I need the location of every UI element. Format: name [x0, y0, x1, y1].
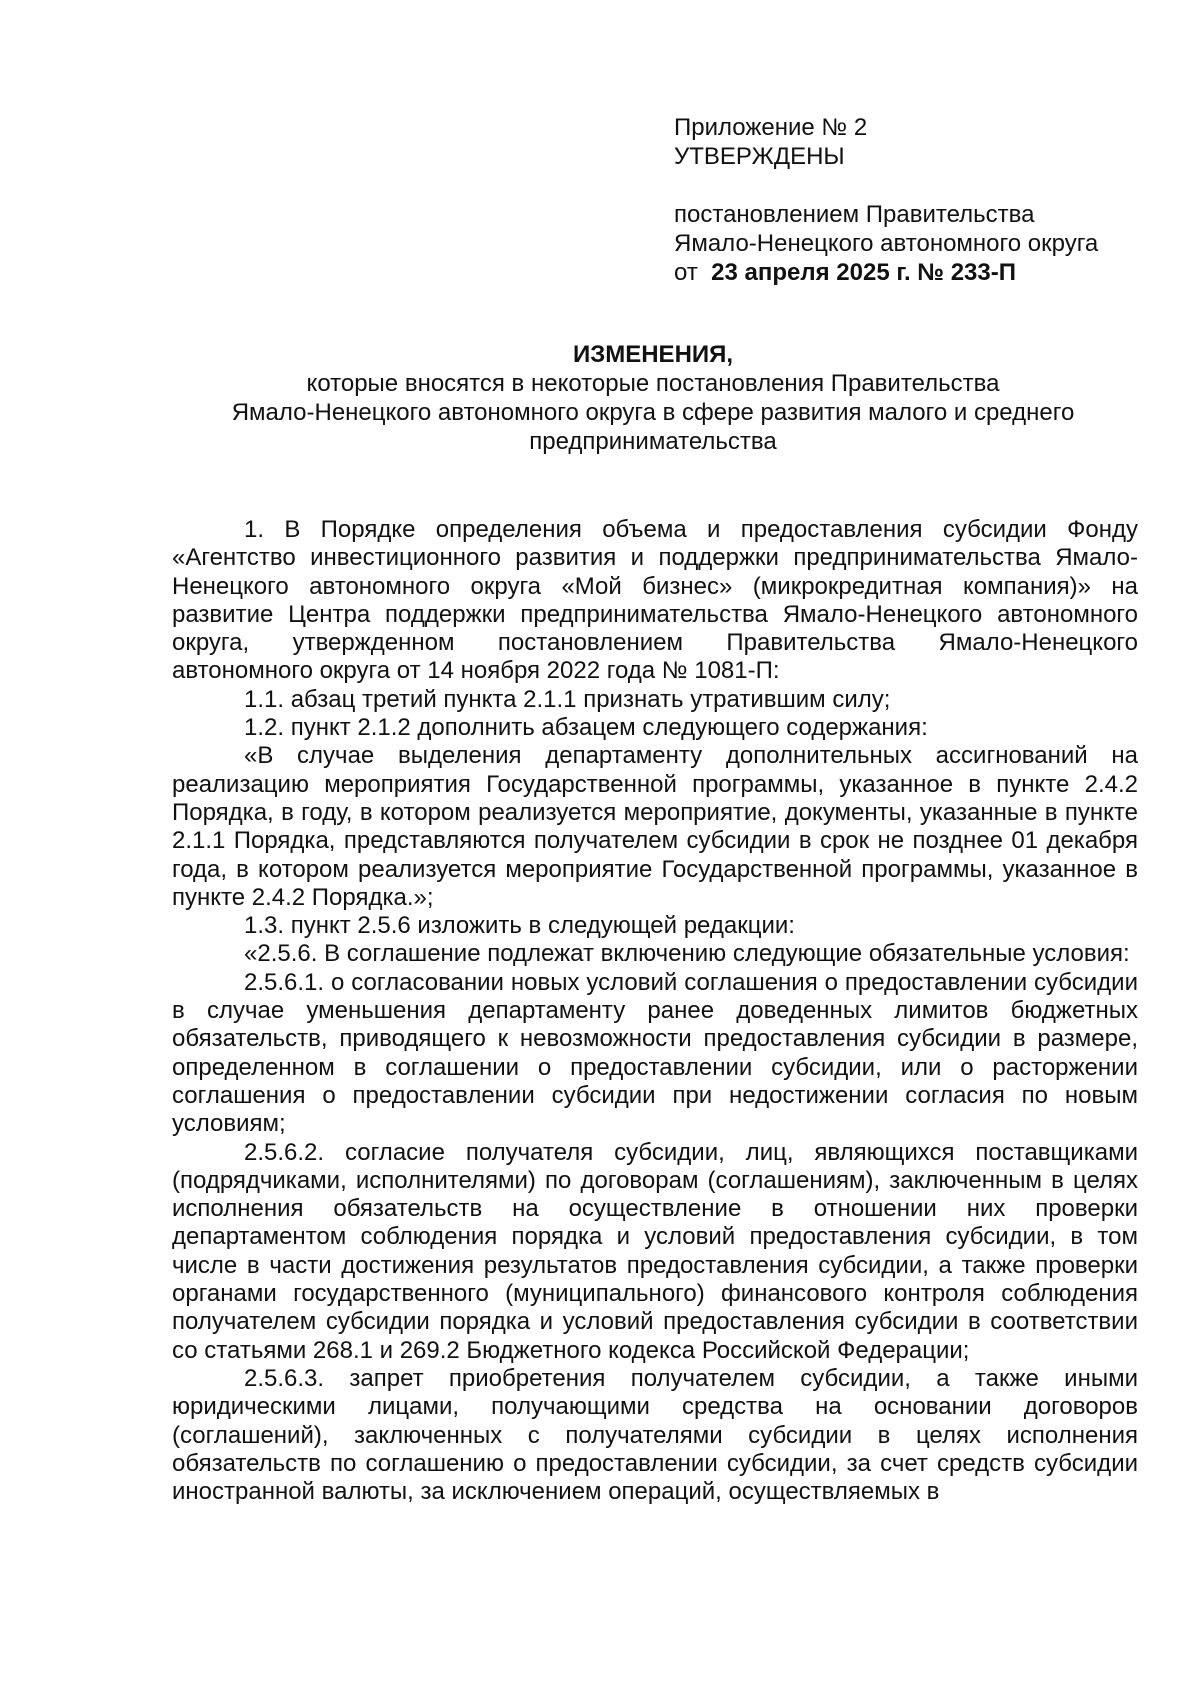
- resolution-date-number: 23 апреля 2025 г. № 233-П: [711, 259, 1016, 286]
- paragraph: 1.3. пункт 2.5.6 изложить в следующей редакции:: [244, 912, 795, 940]
- heading-subtitle-line: Ямало-Ненецкого автономного округа в сфере развития малого и среднего: [231, 399, 1075, 426]
- resolution-date-line: [674, 258, 1154, 287]
- heading-subtitle-line: предпринимательства: [529, 428, 777, 455]
- appendix-number: Приложение № 2: [674, 114, 868, 141]
- paragraph: 2.5.6.3. запрет приобретения получателем субсидии, а также иными юридическими лицами, получающими средства на основании договоров (соглашений), заключенных с получателями субсидии в целях исполнения обязательств по соглашению о предоставлении субсидии, за счет средств субсидии иностранной валюты, за исключением операций, осуществляемых в: [172, 1364, 1138, 1506]
- approved-label: УТВЕРЖДЕНЫ: [674, 143, 845, 170]
- document-heading: [170, 340, 1136, 456]
- paragraph: 2.5.6.1. о согласовании новых условий соглашения о предоставлении субсидии в случае уменьшения департаменту ранее доведенных лимитов бюджетных обязательств, приводящего к невозможности предоставления субсидии в размере, определенном в соглашении о предоставлении субсидии, или о расторжении соглашения о предоставлении субсидии при недостижении согласия по новым условиям;: [172, 968, 1138, 1138]
- heading-subtitle-line: которые вносятся в некоторые постановления Правительства: [306, 370, 1000, 397]
- paragraph: 1.2. пункт 2.1.2 дополнить абзацем следующего содержания:: [244, 714, 928, 742]
- approved-by-authority: Ямало-Ненецкого автономного округа: [674, 230, 1099, 257]
- paragraph: 1.1. абзац третий пункта 2.1.1 признать утратившим силу;: [244, 685, 891, 713]
- approved-by-resolution: постановлением Правительства: [674, 201, 1035, 228]
- document-body: [172, 516, 1138, 1506]
- heading-title: ИЗМЕНЕНИЯ,: [572, 341, 734, 368]
- date-prefix: от: [674, 259, 698, 286]
- paragraph: «2.5.6. В соглашение подлежат включению следующие обязательные условия:: [244, 940, 1130, 968]
- paragraph: 2.5.6.2. согласие получателя субсидии, лиц, являющихся поставщиками (подрядчиками, исполнителями) по договорам (соглашениям), заключенным в целях исполнения обязательств на осуществление в отношении них проверки департаментом соблюдения порядка и условий предоставления субсидии, в том числе в части достижения результатов предоставления субсидии, а также проверки органами государственного (муниципального) финансового контроля соблюдения получателем субсидии порядка и условий предоставления субсидии в соответствии со статьями 268.1 и 269.2 Бюджетного кодекса Российской Федерации;: [172, 1138, 1138, 1364]
- approval-block: [674, 113, 1154, 287]
- paragraph: «В случае выделения департаменту дополнительных ассигнований на реализацию мероприятия Государственной программы, указанное в пункте 2.4.2 Порядка, в году, в котором реализуется мероприятие, документы, указанные в пункте 2.1.1 Порядка, представляются получателем субсидии в срок не позднее 01 декабря года, в котором реализуется мероприятие Государственной программы, указанное в пункте 2.4.2 Порядка.»;: [172, 742, 1138, 911]
- paragraph: 1. В Порядке определения объема и предоставления субсидии Фонду «Агентство инвестиционного развития и поддержки предпринимательства Ямало-Ненецкого автономного округа «Мой бизнес» (микрокредитная компания)» на развитие Центра поддержки предпринимательства Ямало-Ненецкого автономного округа, утвержденном постановлением Правительства Ямало-Ненецкого автономного округа от 14 ноября 2022 года № 1081-П:: [172, 516, 1138, 685]
